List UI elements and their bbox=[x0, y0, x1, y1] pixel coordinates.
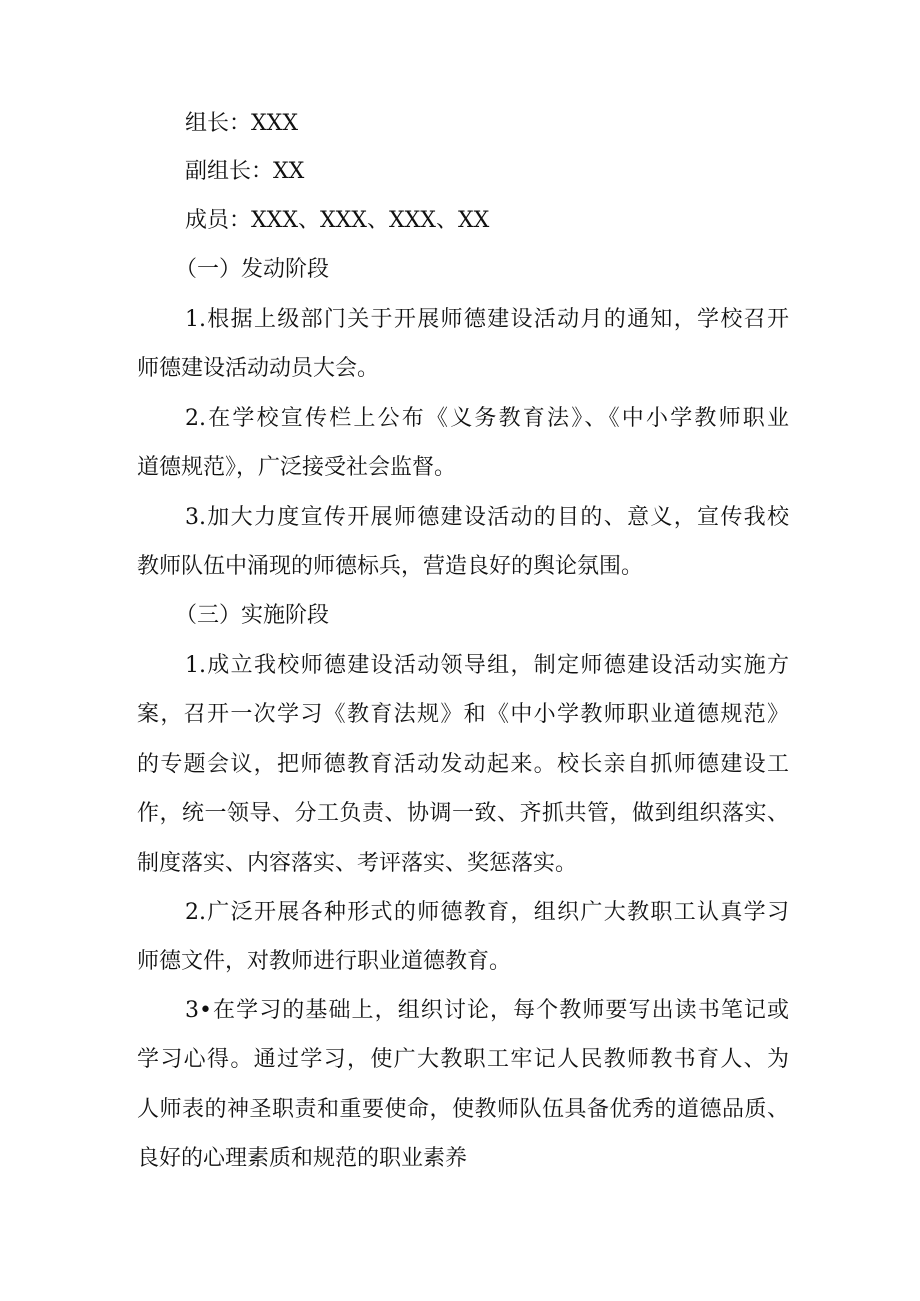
paragraph-line: 案，召开一次学习《教育法规》和《中小学教师职业道德规范》 bbox=[137, 702, 789, 727]
heading-implement-stage: （三）实施阶段 bbox=[175, 603, 330, 628]
paragraph-line: 2.在学校宣传栏上公布《义务教育法》、《中小学教师职业 bbox=[185, 406, 789, 431]
paragraph-line: 的专题会议，把师德教育活动发动起来。校长亲自抓师德建设工 bbox=[137, 752, 789, 777]
paragraph-line: 良好的心理素质和规范的职业素养 bbox=[137, 1146, 468, 1171]
paragraph-line: 3•在学习的基础上，组织讨论，每个教师要写出读书笔记或 bbox=[185, 998, 789, 1023]
group-members: 成员：XXX、XXX、XXX、XX bbox=[185, 208, 490, 233]
paragraph-line: 学习心得。通过学习，使广大教职工牢记人民教师教书育人、为 bbox=[137, 1047, 789, 1072]
paragraph-line: 师德建设活动动员大会。 bbox=[137, 356, 380, 381]
paragraph-line: 道德规范》，广泛接受社会监督。 bbox=[137, 455, 457, 480]
paragraph-line: 1.成立我校师德建设活动领导组，制定师德建设活动实施方 bbox=[185, 653, 789, 678]
paragraph-line: 2.广泛开展各种形式的师德教育，组织广大教职工认真学习 bbox=[185, 900, 789, 925]
paragraph-line: 作，统一领导、分工负责、协调一致、齐抓共管，做到组织落实、 bbox=[137, 801, 789, 826]
heading-mobilize-stage: （一）发动阶段 bbox=[175, 257, 330, 282]
group-deputy: 副组长：XX bbox=[185, 159, 305, 184]
paragraph-line: 1.根据上级部门关于开展师德建设活动月的通知，学校召开 bbox=[185, 307, 789, 332]
group-leader: 组长：XXX bbox=[185, 111, 298, 136]
paragraph-line: 师德文件，对教师进行职业道德教育。 bbox=[137, 949, 512, 974]
paragraph-line: 人师表的神圣职责和重要使命，使教师队伍具备优秀的道德品质、 bbox=[137, 1097, 789, 1122]
paragraph-line: 教师队伍中涌现的师德标兵，营造良好的舆论氛围。 bbox=[137, 554, 644, 579]
paragraph-line: 制度落实、内容落实、考评落实、奖惩落实。 bbox=[137, 851, 578, 876]
paragraph-line: 3.加大力度宣传开展师德建设活动的目的、意义，宣传我校 bbox=[185, 505, 789, 530]
